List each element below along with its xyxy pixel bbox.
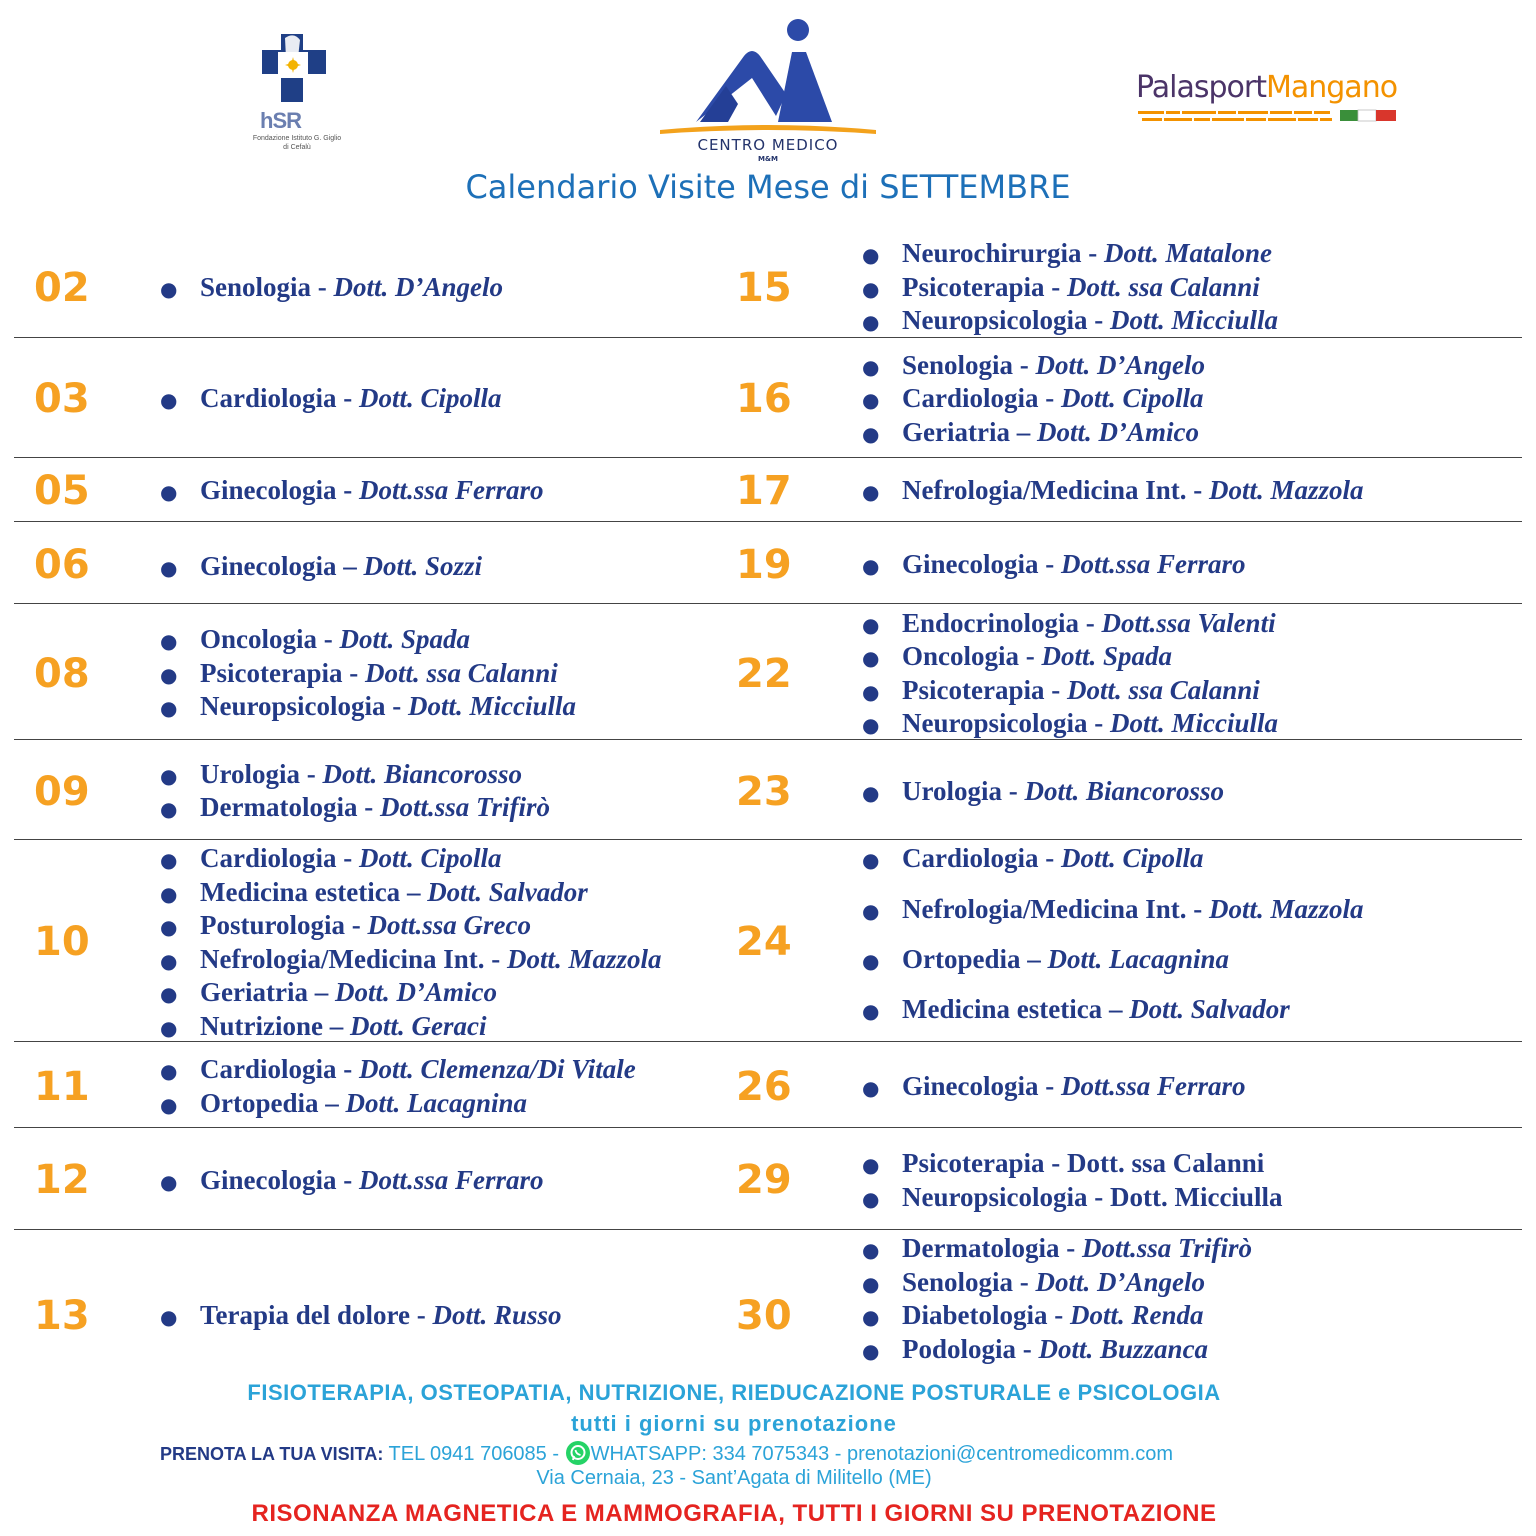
specialty: Terapia del dolore bbox=[200, 1300, 411, 1330]
visit-entry bbox=[160, 474, 544, 508]
visit-entry bbox=[862, 1181, 1282, 1215]
doctor-name: Dott.ssa Trifirò bbox=[379, 792, 550, 822]
bullet-icon: ● bbox=[160, 556, 178, 580]
hsr-logo-subtitle: Fondazione Istituto G. Giglio di Cefalù bbox=[252, 135, 342, 151]
doctor-name: Dott. ssa Calanni bbox=[1066, 272, 1260, 302]
palasport-stripes-icon bbox=[1136, 105, 1406, 127]
doctor-name: Dott. Sozzi bbox=[363, 551, 483, 581]
doctor-name: Dott. Cipolla bbox=[1061, 383, 1204, 413]
visit-entry bbox=[160, 976, 497, 1010]
doctor-name: Dott.ssa Ferraro bbox=[1061, 1071, 1246, 1101]
separator: – bbox=[1009, 417, 1037, 447]
doctor-name: Dott. ssa Calanni bbox=[1066, 675, 1260, 705]
palasport-logo-part2: Mangano bbox=[1265, 70, 1398, 105]
day-number: 19 bbox=[736, 542, 792, 588]
bullet-icon: ● bbox=[160, 277, 178, 301]
separator: - bbox=[336, 1165, 359, 1195]
separator: - bbox=[1047, 1300, 1070, 1330]
day-number: 11 bbox=[34, 1064, 90, 1110]
palasport-logo bbox=[1136, 70, 1406, 130]
specialty: Senologia bbox=[902, 1267, 1014, 1297]
visit-entry bbox=[862, 943, 1229, 977]
day-number: 30 bbox=[736, 1293, 792, 1339]
doctor-name: Dott. Cipolla bbox=[359, 843, 502, 873]
visit-entry bbox=[862, 674, 1260, 708]
bullet-icon: ● bbox=[160, 629, 178, 653]
specialty: Senologia bbox=[902, 350, 1014, 380]
doctor-name: Dott.ssa Ferraro bbox=[1061, 549, 1246, 579]
doctor-name: Dott. Russo bbox=[432, 1300, 562, 1330]
separator: - bbox=[300, 759, 323, 789]
visit-entry bbox=[160, 758, 522, 792]
bullet-icon: ● bbox=[862, 480, 880, 504]
visit-entry bbox=[862, 893, 1364, 927]
calendar-row bbox=[14, 238, 1522, 338]
centro-medico-logo-sub: M&M bbox=[757, 155, 779, 163]
visit-entry bbox=[862, 775, 1224, 809]
specialty: Ginecologia bbox=[200, 475, 337, 505]
specialty: Neuropsicologia bbox=[902, 708, 1088, 738]
phone-number[interactable]: TEL 0941 706085 - bbox=[383, 1443, 565, 1465]
doctor-name: Dott. Biancorosso bbox=[1024, 776, 1225, 806]
calendar-row bbox=[14, 604, 1522, 740]
doctor-name: Dott. Spada bbox=[339, 624, 471, 654]
specialty: Dermatologia bbox=[902, 1233, 1060, 1263]
visit-entry bbox=[862, 1266, 1205, 1300]
bullet-icon: ● bbox=[862, 1339, 880, 1363]
bullet-icon: ● bbox=[160, 388, 178, 412]
separator: - bbox=[484, 944, 507, 974]
visit-entry bbox=[862, 607, 1276, 641]
separator: – bbox=[318, 1088, 346, 1118]
bullet-icon: ● bbox=[160, 663, 178, 687]
visit-entry bbox=[862, 474, 1364, 508]
bullet-icon: ● bbox=[862, 713, 880, 737]
specialty: Neuropsicologia bbox=[902, 1182, 1088, 1212]
whatsapp-and-email[interactable]: WHATSAPP: 334 7075343 - prenotazioni@centromedicomm.com bbox=[590, 1443, 1173, 1465]
specialty: Nutrizione bbox=[200, 1011, 323, 1041]
separator: - bbox=[1016, 1334, 1039, 1364]
calendar-row bbox=[14, 1042, 1522, 1128]
bullet-icon: ● bbox=[862, 781, 880, 805]
specialty: Neuropsicologia bbox=[902, 305, 1088, 335]
doctor-name: Dott. Salvador bbox=[427, 877, 588, 907]
separator: - bbox=[1013, 350, 1036, 380]
whatsapp-icon bbox=[565, 1440, 591, 1466]
visit-entry bbox=[160, 271, 503, 305]
doctor-name: Dott. Micciulla bbox=[1110, 1182, 1283, 1212]
day-number: 08 bbox=[34, 651, 90, 697]
day-number: 05 bbox=[34, 468, 90, 514]
day-number: 22 bbox=[736, 651, 792, 697]
visit-entry bbox=[160, 623, 470, 657]
visit-entry bbox=[862, 304, 1278, 338]
specialty: Psicoterapia bbox=[200, 658, 343, 688]
doctor-name: Dott. Micciulla bbox=[1110, 708, 1279, 738]
specialty: Psicoterapia bbox=[902, 272, 1045, 302]
page-title: Calendario Visite Mese di SETTEMBRE bbox=[465, 168, 1071, 206]
specialty: Ginecologia bbox=[200, 1165, 337, 1195]
day-number: 09 bbox=[34, 769, 90, 815]
day-number: 15 bbox=[736, 265, 792, 311]
separator: - bbox=[345, 910, 368, 940]
visit-entry bbox=[160, 909, 531, 943]
separator: - bbox=[1059, 1233, 1082, 1263]
separator: – bbox=[1020, 944, 1048, 974]
visit-entry bbox=[862, 1070, 1246, 1104]
calendar-row bbox=[14, 338, 1522, 458]
bullet-icon: ● bbox=[160, 848, 178, 872]
calendar-row bbox=[14, 740, 1522, 840]
visit-entry bbox=[862, 707, 1278, 741]
contact-line bbox=[160, 1440, 1173, 1466]
specialty: Cardiologia bbox=[200, 1054, 337, 1084]
day-number: 29 bbox=[736, 1157, 792, 1203]
specialty: Ginecologia bbox=[902, 1071, 1039, 1101]
doctor-name: Dott. Matalone bbox=[1103, 238, 1272, 268]
doctor-name: Dott.ssa Trifirò bbox=[1081, 1233, 1252, 1263]
bullet-icon: ● bbox=[160, 949, 178, 973]
visit-entry bbox=[160, 690, 576, 724]
bullet-icon: ● bbox=[160, 915, 178, 939]
bullet-icon: ● bbox=[862, 1187, 880, 1211]
doctor-name: Dott. D’Angelo bbox=[333, 272, 504, 302]
day-number: 26 bbox=[736, 1064, 792, 1110]
day-number: 23 bbox=[736, 769, 792, 815]
doctor-name: Dott. Lacagnina bbox=[1047, 944, 1230, 974]
palasport-logo-part1: Palasport bbox=[1136, 70, 1266, 105]
visit-entry bbox=[160, 1053, 636, 1087]
centro-medico-logo-name: CENTRO MEDICO bbox=[697, 136, 839, 154]
bullet-icon: ● bbox=[862, 999, 880, 1023]
bullet-icon: ● bbox=[862, 355, 880, 379]
specialty: Urologia bbox=[902, 776, 1002, 806]
bullet-icon: ● bbox=[862, 554, 880, 578]
specialty: Cardiologia bbox=[200, 843, 337, 873]
bullet-icon: ● bbox=[862, 680, 880, 704]
separator: - bbox=[1038, 843, 1062, 873]
specialty: Endocrinologia bbox=[902, 608, 1080, 638]
visit-entry bbox=[862, 349, 1205, 383]
specialty: Medicina estetica bbox=[902, 994, 1103, 1024]
visit-entry bbox=[862, 548, 1246, 582]
contact-label: PRENOTA LA TUA VISITA: bbox=[160, 1444, 384, 1464]
separator: - bbox=[336, 1054, 360, 1084]
separator: - bbox=[1087, 708, 1111, 738]
specialty: Dermatologia bbox=[200, 792, 358, 822]
day-number: 17 bbox=[736, 468, 792, 514]
doctor-name: Dott. Biancorosso bbox=[322, 759, 523, 789]
visit-entry bbox=[862, 842, 1204, 876]
visit-entry bbox=[160, 1010, 486, 1044]
specialty: Neuropsicologia bbox=[200, 691, 386, 721]
bullet-icon: ● bbox=[862, 277, 880, 301]
doctor-name: Dott. Cipolla bbox=[359, 383, 502, 413]
specialty: Oncologia bbox=[902, 641, 1020, 671]
specialty: Nefrologia/Medicina Int. bbox=[200, 944, 485, 974]
doctor-name: Dott. Micciulla bbox=[1110, 305, 1279, 335]
visit-entry bbox=[160, 657, 558, 691]
specialty: Ortopedia bbox=[902, 944, 1021, 974]
visit-entry bbox=[862, 416, 1199, 450]
visit-entry bbox=[862, 640, 1172, 674]
bullet-icon: ● bbox=[862, 1272, 880, 1296]
doctor-name: Dott. Clemenza/Di Vitale bbox=[359, 1054, 636, 1084]
separator: - bbox=[336, 475, 359, 505]
hsr-logo bbox=[248, 30, 342, 160]
specialty: Medicina estetica bbox=[200, 877, 401, 907]
separator: – bbox=[400, 877, 428, 907]
specialty: Geriatria bbox=[902, 417, 1010, 447]
bullet-icon: ● bbox=[862, 646, 880, 670]
bullet-icon: ● bbox=[862, 949, 880, 973]
doctor-name: Dott. Lacagnina bbox=[345, 1088, 528, 1118]
separator: – bbox=[322, 1011, 350, 1041]
day-number: 02 bbox=[34, 265, 90, 311]
day-number: 03 bbox=[34, 376, 90, 422]
visit-entry bbox=[160, 842, 502, 876]
notice-line: RISONANZA MAGNETICA E MAMMOGRAFIA, TUTTI I GIORNI SU PRENOTAZIONE bbox=[251, 1500, 1217, 1527]
day-number: 12 bbox=[34, 1157, 90, 1203]
bullet-icon: ● bbox=[160, 797, 178, 821]
bullet-icon: ● bbox=[160, 1305, 178, 1329]
bullet-icon: ● bbox=[862, 1153, 880, 1177]
calendar-row bbox=[14, 1230, 1522, 1370]
separator: - bbox=[1038, 383, 1062, 413]
separator: - bbox=[1087, 1182, 1111, 1212]
separator: - bbox=[1186, 894, 1209, 924]
doctor-name: Dott. Mazzola bbox=[1208, 894, 1364, 924]
separator: - bbox=[1044, 272, 1067, 302]
separator: - bbox=[342, 658, 365, 688]
day-number: 06 bbox=[34, 542, 90, 588]
bullet-icon: ● bbox=[862, 422, 880, 446]
day-number: 24 bbox=[736, 919, 792, 965]
specialty: Psicoterapia bbox=[902, 1148, 1045, 1178]
separator: - bbox=[1186, 475, 1209, 505]
separator: - bbox=[1044, 1148, 1067, 1178]
doctor-name: Dott.ssa Ferraro bbox=[359, 475, 544, 505]
visit-entry bbox=[862, 382, 1204, 416]
specialty: Nefrologia/Medicina Int. bbox=[902, 894, 1187, 924]
calendar-row bbox=[14, 1128, 1522, 1230]
doctor-name: Dott. Mazzola bbox=[506, 944, 662, 974]
visit-entry bbox=[160, 1299, 562, 1333]
doctor-name: Dott. D’Angelo bbox=[1035, 1267, 1206, 1297]
hsr-logo-text: hSR bbox=[260, 108, 301, 133]
bullet-icon: ● bbox=[862, 899, 880, 923]
visit-entry bbox=[160, 382, 502, 416]
doctor-name: Dott. Salvador bbox=[1129, 994, 1290, 1024]
bullet-icon: ● bbox=[862, 848, 880, 872]
cross-icon bbox=[248, 30, 338, 110]
visit-entry bbox=[862, 1299, 1204, 1333]
bullet-icon: ● bbox=[862, 243, 880, 267]
specialty: Cardiologia bbox=[902, 383, 1039, 413]
specialty: Diabetologia bbox=[902, 1300, 1048, 1330]
separator: - bbox=[1013, 1267, 1036, 1297]
bullet-icon: ● bbox=[862, 310, 880, 334]
bullet-icon: ● bbox=[160, 764, 178, 788]
separator: - bbox=[385, 691, 409, 721]
doctor-name: Dott. ssa Calanni bbox=[1066, 1148, 1265, 1178]
bullet-icon: ● bbox=[160, 480, 178, 504]
specialty: Podologia bbox=[902, 1334, 1017, 1364]
bullet-icon: ● bbox=[160, 982, 178, 1006]
doctor-name: Dott. Spada bbox=[1041, 641, 1173, 671]
separator: - bbox=[1019, 641, 1042, 671]
specialty: Senologia bbox=[200, 272, 312, 302]
day-number: 13 bbox=[34, 1293, 90, 1339]
day-number: 16 bbox=[736, 376, 792, 422]
visit-entry bbox=[160, 1164, 544, 1198]
doctor-name: Dott. Buzzanca bbox=[1038, 1334, 1209, 1364]
visit-entry bbox=[160, 791, 550, 825]
doctor-name: Dott. Micciulla bbox=[408, 691, 577, 721]
address-line: Via Cernaia, 23 - Sant’Agata di Militello (ME) bbox=[536, 1467, 932, 1489]
visit-entry bbox=[862, 1333, 1208, 1367]
centro-medico-logo bbox=[656, 16, 880, 176]
visit-entry bbox=[160, 876, 588, 910]
bullet-icon: ● bbox=[160, 1016, 178, 1040]
doctor-name: Dott. Cipolla bbox=[1061, 843, 1204, 873]
visit-entry bbox=[862, 1232, 1252, 1266]
separator: - bbox=[1038, 1071, 1061, 1101]
separator: - bbox=[1087, 305, 1111, 335]
specialty: Cardiologia bbox=[200, 383, 337, 413]
bullet-icon: ● bbox=[862, 613, 880, 637]
separator: - bbox=[1081, 238, 1104, 268]
visit-entry bbox=[862, 993, 1290, 1027]
availability-line: tutti i giorni su prenotazione bbox=[571, 1411, 897, 1436]
separator: - bbox=[317, 624, 340, 654]
doctor-name: Dott.ssa Greco bbox=[367, 910, 532, 940]
separator: – bbox=[336, 551, 364, 581]
bullet-icon: ● bbox=[160, 696, 178, 720]
doctor-name: Dott.ssa Valenti bbox=[1101, 608, 1276, 638]
doctor-name: Dott. ssa Calanni bbox=[364, 658, 558, 688]
visit-entry bbox=[862, 237, 1272, 271]
specialty: Ginecologia bbox=[902, 549, 1039, 579]
separator: - bbox=[1002, 776, 1025, 806]
bullet-icon: ● bbox=[862, 388, 880, 412]
separator: - bbox=[410, 1300, 433, 1330]
doctor-name: Dott.ssa Ferraro bbox=[359, 1165, 544, 1195]
separator: - bbox=[1044, 675, 1067, 705]
doctor-name: Dott. Geraci bbox=[349, 1011, 487, 1041]
calendar-row bbox=[14, 840, 1522, 1042]
mm-logo-icon bbox=[656, 16, 880, 138]
separator: - bbox=[336, 843, 360, 873]
visit-entry bbox=[160, 550, 482, 584]
day-number: 10 bbox=[34, 919, 90, 965]
visit-entry bbox=[862, 1147, 1264, 1181]
specialty: Nefrologia/Medicina Int. bbox=[902, 475, 1187, 505]
specialty: Psicoterapia bbox=[902, 675, 1045, 705]
specialty: Urologia bbox=[200, 759, 300, 789]
separator: - bbox=[311, 272, 334, 302]
bullet-icon: ● bbox=[160, 882, 178, 906]
separator: – bbox=[1102, 994, 1130, 1024]
doctor-name: Dott. D’Amico bbox=[334, 977, 497, 1007]
bullet-icon: ● bbox=[160, 1093, 178, 1117]
visit-entry bbox=[160, 943, 662, 977]
doctor-name: Dott. D’Amico bbox=[1036, 417, 1199, 447]
services-line: FISIOTERAPIA, OSTEOPATIA, NUTRIZIONE, RIEDUCAZIONE POSTURALE e PSICOLOGIA bbox=[247, 1380, 1221, 1405]
specialty: Geriatria bbox=[200, 977, 308, 1007]
doctor-name: Dott. Mazzola bbox=[1208, 475, 1364, 505]
bullet-icon: ● bbox=[862, 1238, 880, 1262]
visit-entry bbox=[160, 1087, 527, 1121]
bullet-icon: ● bbox=[160, 1170, 178, 1194]
separator: - bbox=[336, 383, 360, 413]
specialty: Cardiologia bbox=[902, 843, 1039, 873]
specialty: Ginecologia bbox=[200, 551, 337, 581]
specialty: Neurochirurgia bbox=[902, 238, 1082, 268]
calendar-row bbox=[14, 522, 1522, 604]
separator: - bbox=[357, 792, 380, 822]
bullet-icon: ● bbox=[862, 1076, 880, 1100]
specialty: Ortopedia bbox=[200, 1088, 319, 1118]
specialty: Oncologia bbox=[200, 624, 318, 654]
specialty: Posturologia bbox=[200, 910, 346, 940]
bullet-icon: ● bbox=[862, 1305, 880, 1329]
separator: - bbox=[1079, 608, 1102, 638]
doctor-name: Dott. D’Angelo bbox=[1035, 350, 1206, 380]
doctor-name: Dott. Renda bbox=[1070, 1300, 1204, 1330]
separator: - bbox=[1038, 549, 1061, 579]
visit-entry bbox=[862, 271, 1260, 305]
bullet-icon: ● bbox=[160, 1059, 178, 1083]
calendar-row bbox=[14, 458, 1522, 522]
separator: – bbox=[307, 977, 335, 1007]
